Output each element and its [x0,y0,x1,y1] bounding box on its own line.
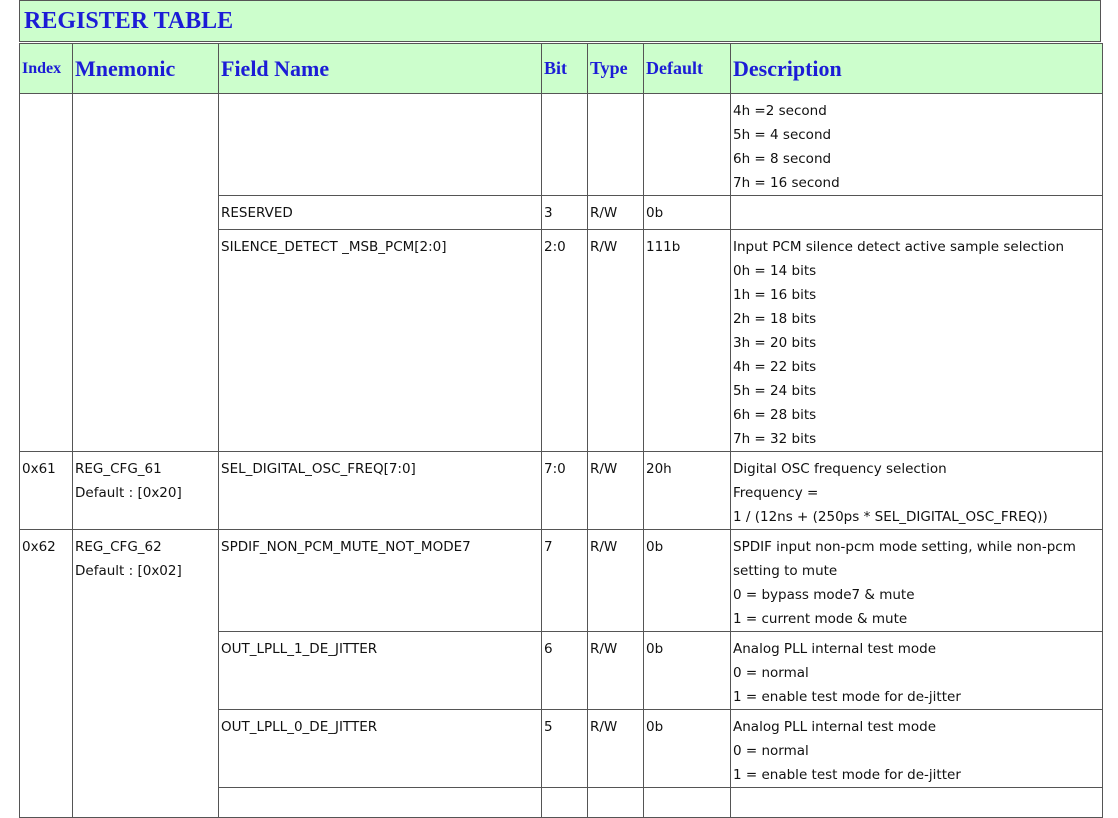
bit-cell [542,94,588,196]
mnemonic-cell [73,530,219,818]
description-cell [731,710,1103,788]
bit-cell: 6 [542,632,588,710]
type-cell: R/W [588,710,644,788]
default-cell: 0b [644,710,731,788]
description-line: 1 = enable test mode for de-jitter [733,767,961,783]
description-line: 5h = 4 second [733,127,832,143]
bit-cell: 2:0 [542,230,588,452]
description-cell [731,230,1103,452]
description-line: 7h = 16 second [733,175,840,191]
index-cell: 0x62 [20,530,73,818]
table-row [20,452,1103,530]
field-cell: OUT_LPLL_1_DE_JITTER [219,632,542,710]
description-line: Analog PLL internal test mode [733,719,937,735]
description-cell [731,94,1103,196]
bit-cell: 5 [542,710,588,788]
description-line: 2h = 18 bits [733,311,817,327]
bit-cell [542,788,588,818]
field-cell: RESERVED [219,196,542,230]
description-line: 0 = normal [733,743,809,759]
description-line: Digital OSC frequency selection [733,461,947,477]
default-cell: 0b [644,196,731,230]
bit-cell: 7:0 [542,452,588,530]
description-line: 3h = 20 bits [733,335,817,351]
header-type: Type [588,44,644,94]
field-cell: OUT_LPLL_0_DE_JITTER [219,710,542,788]
table-row [20,530,1103,632]
description-line: 1h = 16 bits [733,287,817,303]
mnemonic-cell [73,452,219,530]
bit-cell: 7 [542,530,588,632]
description-line: 0h = 14 bits [733,263,817,279]
description-cell [731,632,1103,710]
field-cell [219,94,542,196]
description-line: 1 / (12ns + (250ps * SEL_DIGITAL_OSC_FREQ)) [733,509,1048,525]
header-row [20,44,1103,94]
description-line: 4h = 22 bits [733,359,817,375]
description-line: Input PCM silence detect active sample selection [733,239,1065,255]
description-cell [731,788,1103,818]
table-title: REGISTER TABLE [19,0,1101,42]
description-line: 1 = enable test mode for de-jitter [733,689,961,705]
table-row [20,94,1103,196]
field-cell: SPDIF_NON_PCM_MUTE_NOT_MODE7 [219,530,542,632]
description-line: 6h = 8 second [733,151,832,167]
mnemonic-cell [73,94,219,452]
description-line: 7h = 32 bits [733,431,817,447]
type-cell: R/W [588,632,644,710]
description-line: Analog PLL internal test mode [733,641,937,657]
description-cell [731,452,1103,530]
description-line: 0 = normal [733,665,809,681]
default-cell: 20h [644,452,731,530]
field-cell [219,788,542,818]
description-line: setting to mute [733,563,838,579]
type-cell: R/W [588,230,644,452]
default-cell: 0b [644,632,731,710]
description-line: SPDIF input non-pcm mode setting, while non-pcm [733,539,1076,555]
header-index: Index [20,44,73,94]
bit-cell: 3 [542,196,588,230]
header-default: Default [644,44,731,94]
mnemonic-default: Default : [0x20] [75,485,182,501]
description-line: Frequency = [733,485,819,501]
description-line: 6h = 28 bits [733,407,817,423]
type-cell [588,788,644,818]
type-cell: R/W [588,196,644,230]
default-cell [644,788,731,818]
description-line: 4h =2 second [733,103,827,119]
type-cell: R/W [588,452,644,530]
mnemonic-name: REG_CFG_61 [75,461,162,477]
default-cell: 0b [644,530,731,632]
type-cell: R/W [588,530,644,632]
description-line: 1 = current mode & mute [733,611,908,627]
index-cell [20,94,73,452]
header-mnemonic: Mnemonic [73,44,219,94]
description-cell [731,530,1103,632]
mnemonic-name: REG_CFG_62 [75,539,162,555]
header-description: Description [731,44,1103,94]
index-cell: 0x61 [20,452,73,530]
description-line: 5h = 24 bits [733,383,817,399]
description-cell [731,196,1103,230]
header-field-name: Field Name [219,44,542,94]
default-cell [644,94,731,196]
header-bit: Bit [542,44,588,94]
field-cell: SEL_DIGITAL_OSC_FREQ[7:0] [219,452,542,530]
default-cell: 111b [644,230,731,452]
field-cell: SILENCE_DETECT _MSB_PCM[2:0] [219,230,542,452]
mnemonic-default: Default : [0x02] [75,563,182,579]
type-cell [588,94,644,196]
description-line: 0 = bypass mode7 & mute [733,587,915,603]
register-table [19,43,1103,818]
